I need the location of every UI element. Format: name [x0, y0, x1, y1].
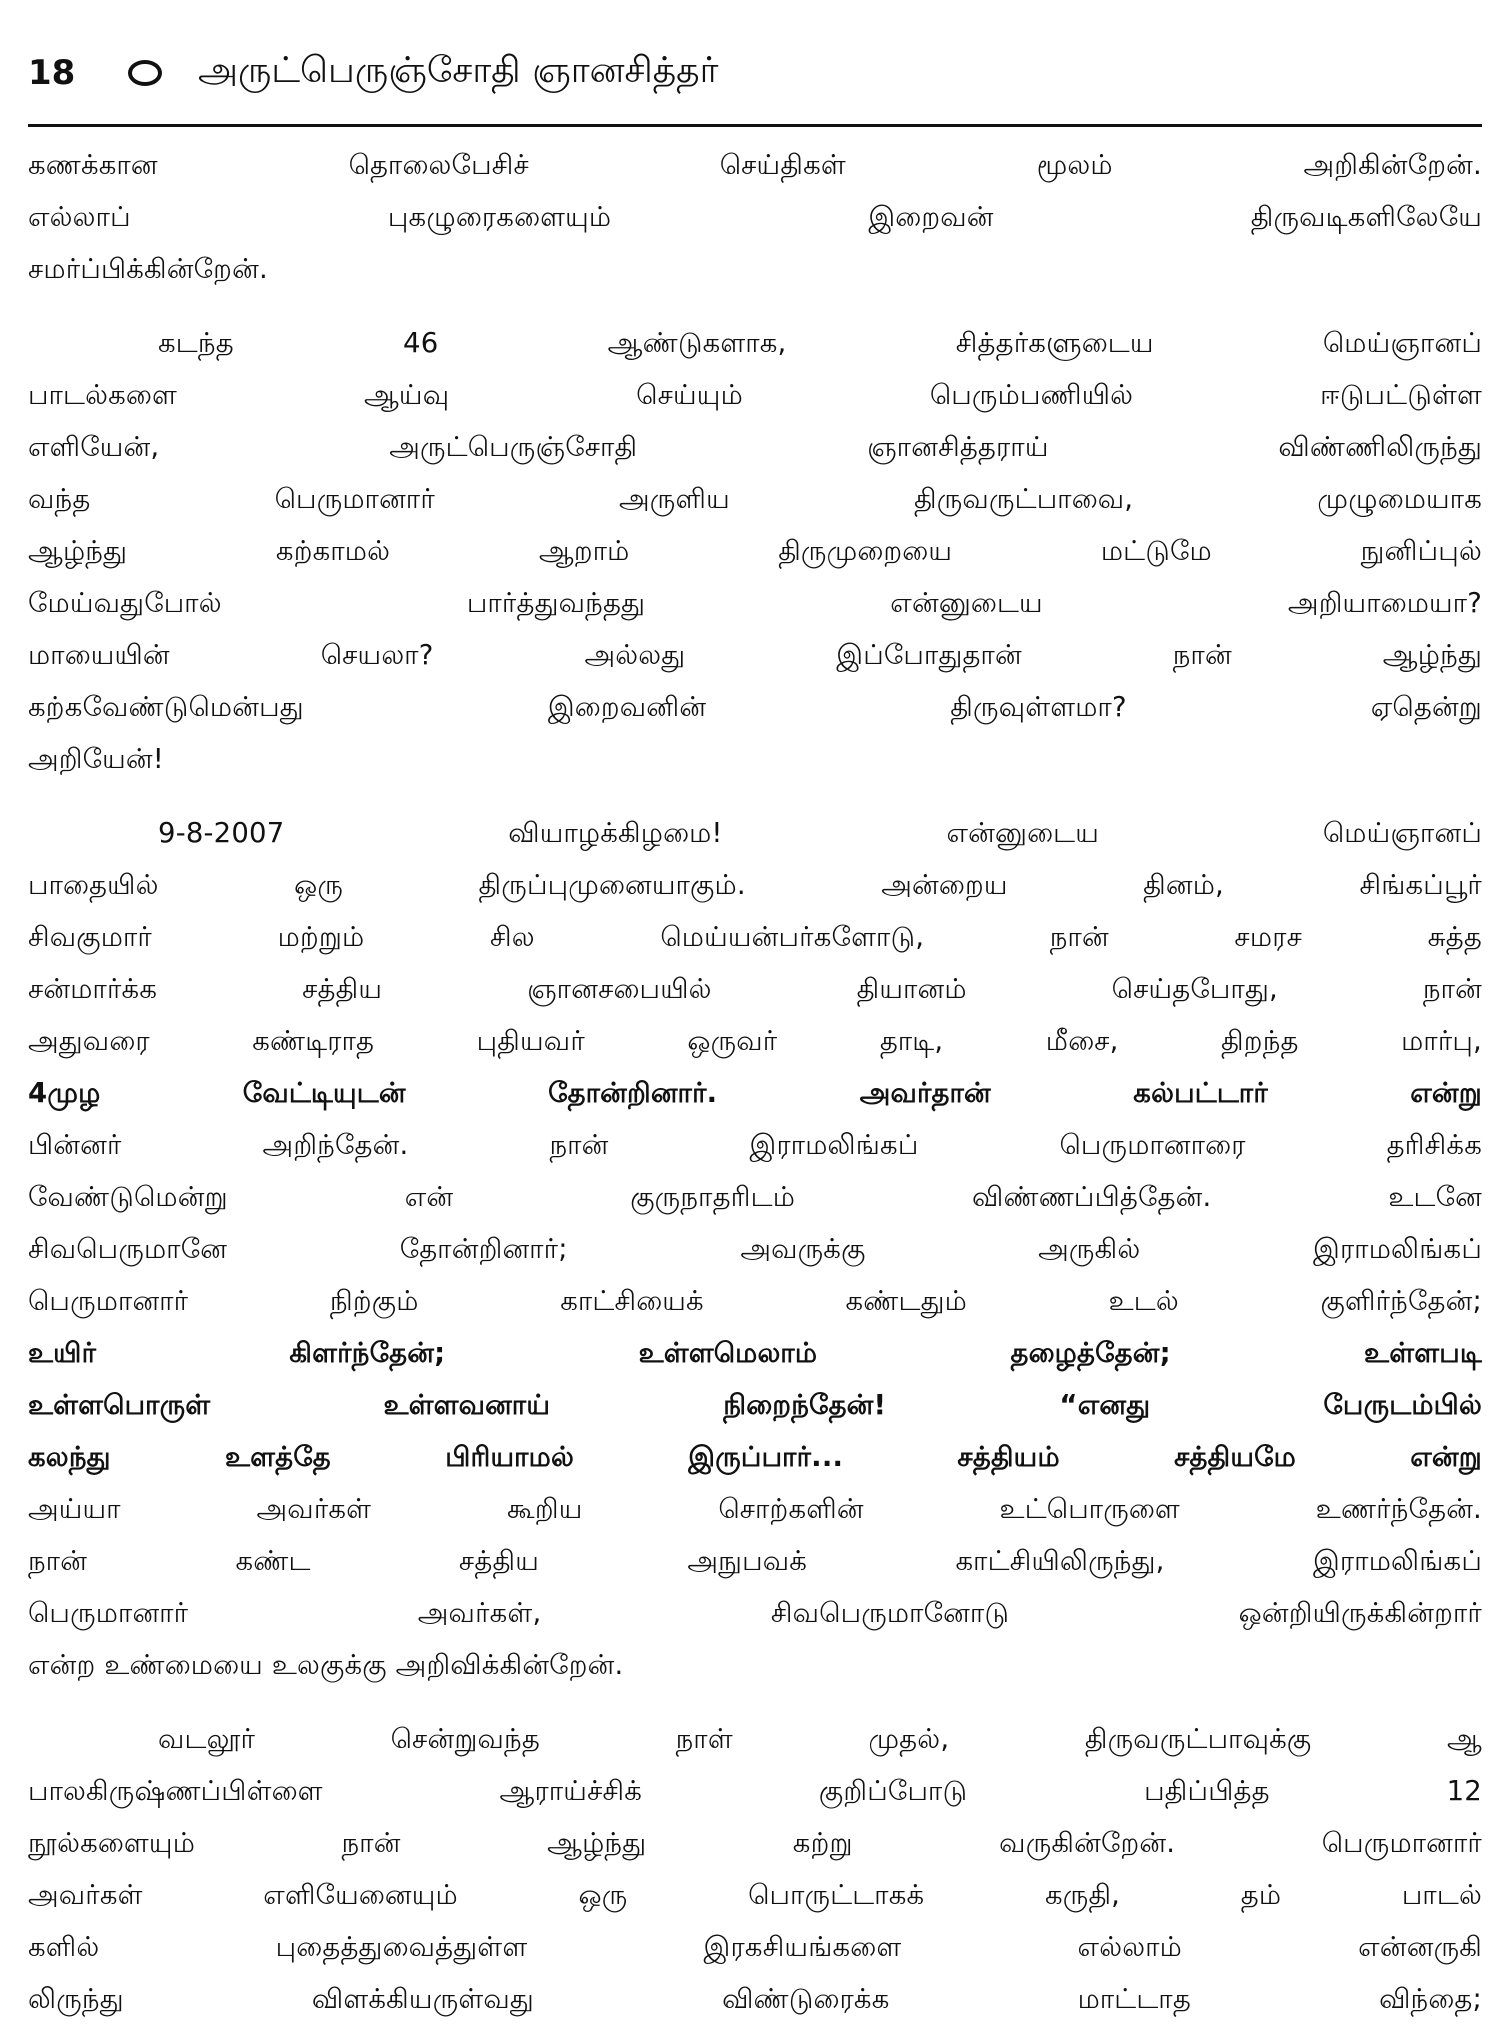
text-line: பெருமானார் அவர்கள், சிவபெருமானோடு ஒன்றியிருக்கின்றார் [28, 1597, 1482, 1629]
text-line: எல்லாப் புகழுரைகளையும் இறைவன் திருவடிகளிலேயே [28, 201, 1482, 233]
header-rule [28, 124, 1482, 127]
text-line: பாடல்களை ஆய்வு செய்யும் பெரும்பணியில் ஈடுபட்டுள்ள [28, 379, 1482, 411]
text-line: அதுவரை கண்டிராத புதியவர் ஒருவர் தாடி, மீசை, திறந்த மார்பு, [28, 1025, 1482, 1057]
text-line: வேண்டுமென்று என் குருநாதரிடம் விண்ணப்பித்தேன். உடனே [28, 1181, 1482, 1213]
text-line: சிவகுமார் மற்றும் சில மெய்யன்பர்களோடு, நான் சமரச சுத்த [28, 921, 1482, 953]
text-line: நூல்களையும் நான் ஆழ்ந்து கற்று வருகின்றேன். பெருமானார் [28, 1827, 1482, 1859]
circle-ornament-icon [128, 60, 162, 86]
text-line: பாதையில் ஒரு திருப்புமுனையாகும். அன்றைய தினம், சிங்கப்பூர் [28, 869, 1482, 901]
text-line: சமர்ப்பிக்கின்றேன். [28, 253, 268, 285]
text-line: கற்கவேண்டுமென்பது இறைவனின் திருவுள்ளமா? ஏதென்று [28, 691, 1482, 723]
book-title: அருட்பெருஞ்சோதி ஞானசித்தர் [198, 50, 719, 91]
text-line: மாயையின் செயலா? அல்லது இப்போதுதான் நான் ஆழ்ந்து [28, 639, 1482, 671]
paragraph-4 [28, 1713, 1482, 2025]
text-line: வந்த பெருமானார் அருளிய திருவருட்பாவை, முழுமையாக [28, 483, 1482, 515]
text-line: என்ற உண்மையை உலகுக்கு அறிவிக்கின்றேன். [28, 1649, 624, 1681]
running-head [28, 38, 1482, 108]
text-line: அய்யா அவர்கள் கூறிய சொற்களின் உட்பொருளை உணர்ந்தேன். [28, 1493, 1482, 1525]
paragraph-1 [28, 139, 1482, 295]
text-line: சிவபெருமானே தோன்றினார்; அவருக்கு அருகில் இராமலிங்கப் [28, 1233, 1482, 1265]
text-line: உயிர் கிளர்ந்தேன்; உள்ளமெலாம் தழைத்தேன்; உள்ளபடி [28, 1337, 1482, 1369]
paragraph-3 [28, 807, 1482, 1691]
text-line: சன்மார்க்க சத்திய ஞானசபையில் தியானம் செய்தபோது, நான் [28, 973, 1482, 1005]
text-line: மேய்வதுபோல் பார்த்துவந்தது என்னுடைய அறியாமையா? [28, 587, 1482, 619]
text-line: பாலகிருஷ்ணப்பிள்ளை ஆராய்ச்சிக் குறிப்போடு பதிப்பித்த 12 [28, 1775, 1482, 1807]
text-line: உள்ளபொருள் உள்ளவனாய் நிறைந்தேன்! “எனது பேருடம்பில் [28, 1389, 1482, 1421]
text-line: கலந்து உளத்தே பிரியாமல் இருப்பார்... சத்தியம் சத்தியமே என்று [28, 1441, 1482, 1473]
text-line: நான் கண்ட சத்திய அநுபவக் காட்சியிலிருந்து, இராமலிங்கப் [28, 1545, 1482, 1577]
text-line: அறியேன்! [28, 743, 165, 775]
text-line: பெருமானார் நிற்கும் காட்சியைக் கண்டதும் உடல் குளிர்ந்தேன்; [28, 1285, 1482, 1317]
text-line: வடலூர் சென்றுவந்த நாள் முதல், திருவருட்பாவுக்கு ஆ [158, 1723, 1482, 1755]
text-line: லிருந்து விளக்கியருள்வது விண்டுரைக்க மாட்டாத விந்தை; [28, 1983, 1482, 2015]
text-line: எளியேன், அருட்பெருஞ்சோதி ஞானசித்தராய் விண்ணிலிருந்து [28, 431, 1482, 463]
text-line: ஆழ்ந்து கற்காமல் ஆறாம் திருமுறையை மட்டுமே நுனிப்புல் [28, 535, 1482, 567]
text-line: கடந்த 46 ஆண்டுகளாக, சித்தர்களுடைய மெய்ஞானப் [158, 327, 1482, 359]
text-line: பின்னர் அறிந்தேன். நான் இராமலிங்கப் பெருமானாரை தரிசிக்க [28, 1129, 1482, 1161]
text-line: களில் புதைத்துவைத்துள்ள இரகசியங்களை எல்லாம் என்னருகி [28, 1931, 1482, 1963]
text-line: 9-8-2007 வியாழக்கிழமை! என்னுடைய மெய்ஞானப் [158, 817, 1482, 849]
text-line: கணக்கான தொலைபேசிச் செய்திகள் மூலம் அறிகின்றேன். [28, 149, 1482, 181]
text-line: 4முழ வேட்டியுடன் தோன்றினார். அவர்தான் கல்பட்டார் என்று [28, 1077, 1482, 1109]
paragraph-2 [28, 317, 1482, 785]
page-number: 18 [28, 53, 76, 93]
text-line: அவர்கள் எளியேனையும் ஒரு பொருட்டாகக் கருதி, தம் பாடல் [28, 1879, 1482, 1911]
